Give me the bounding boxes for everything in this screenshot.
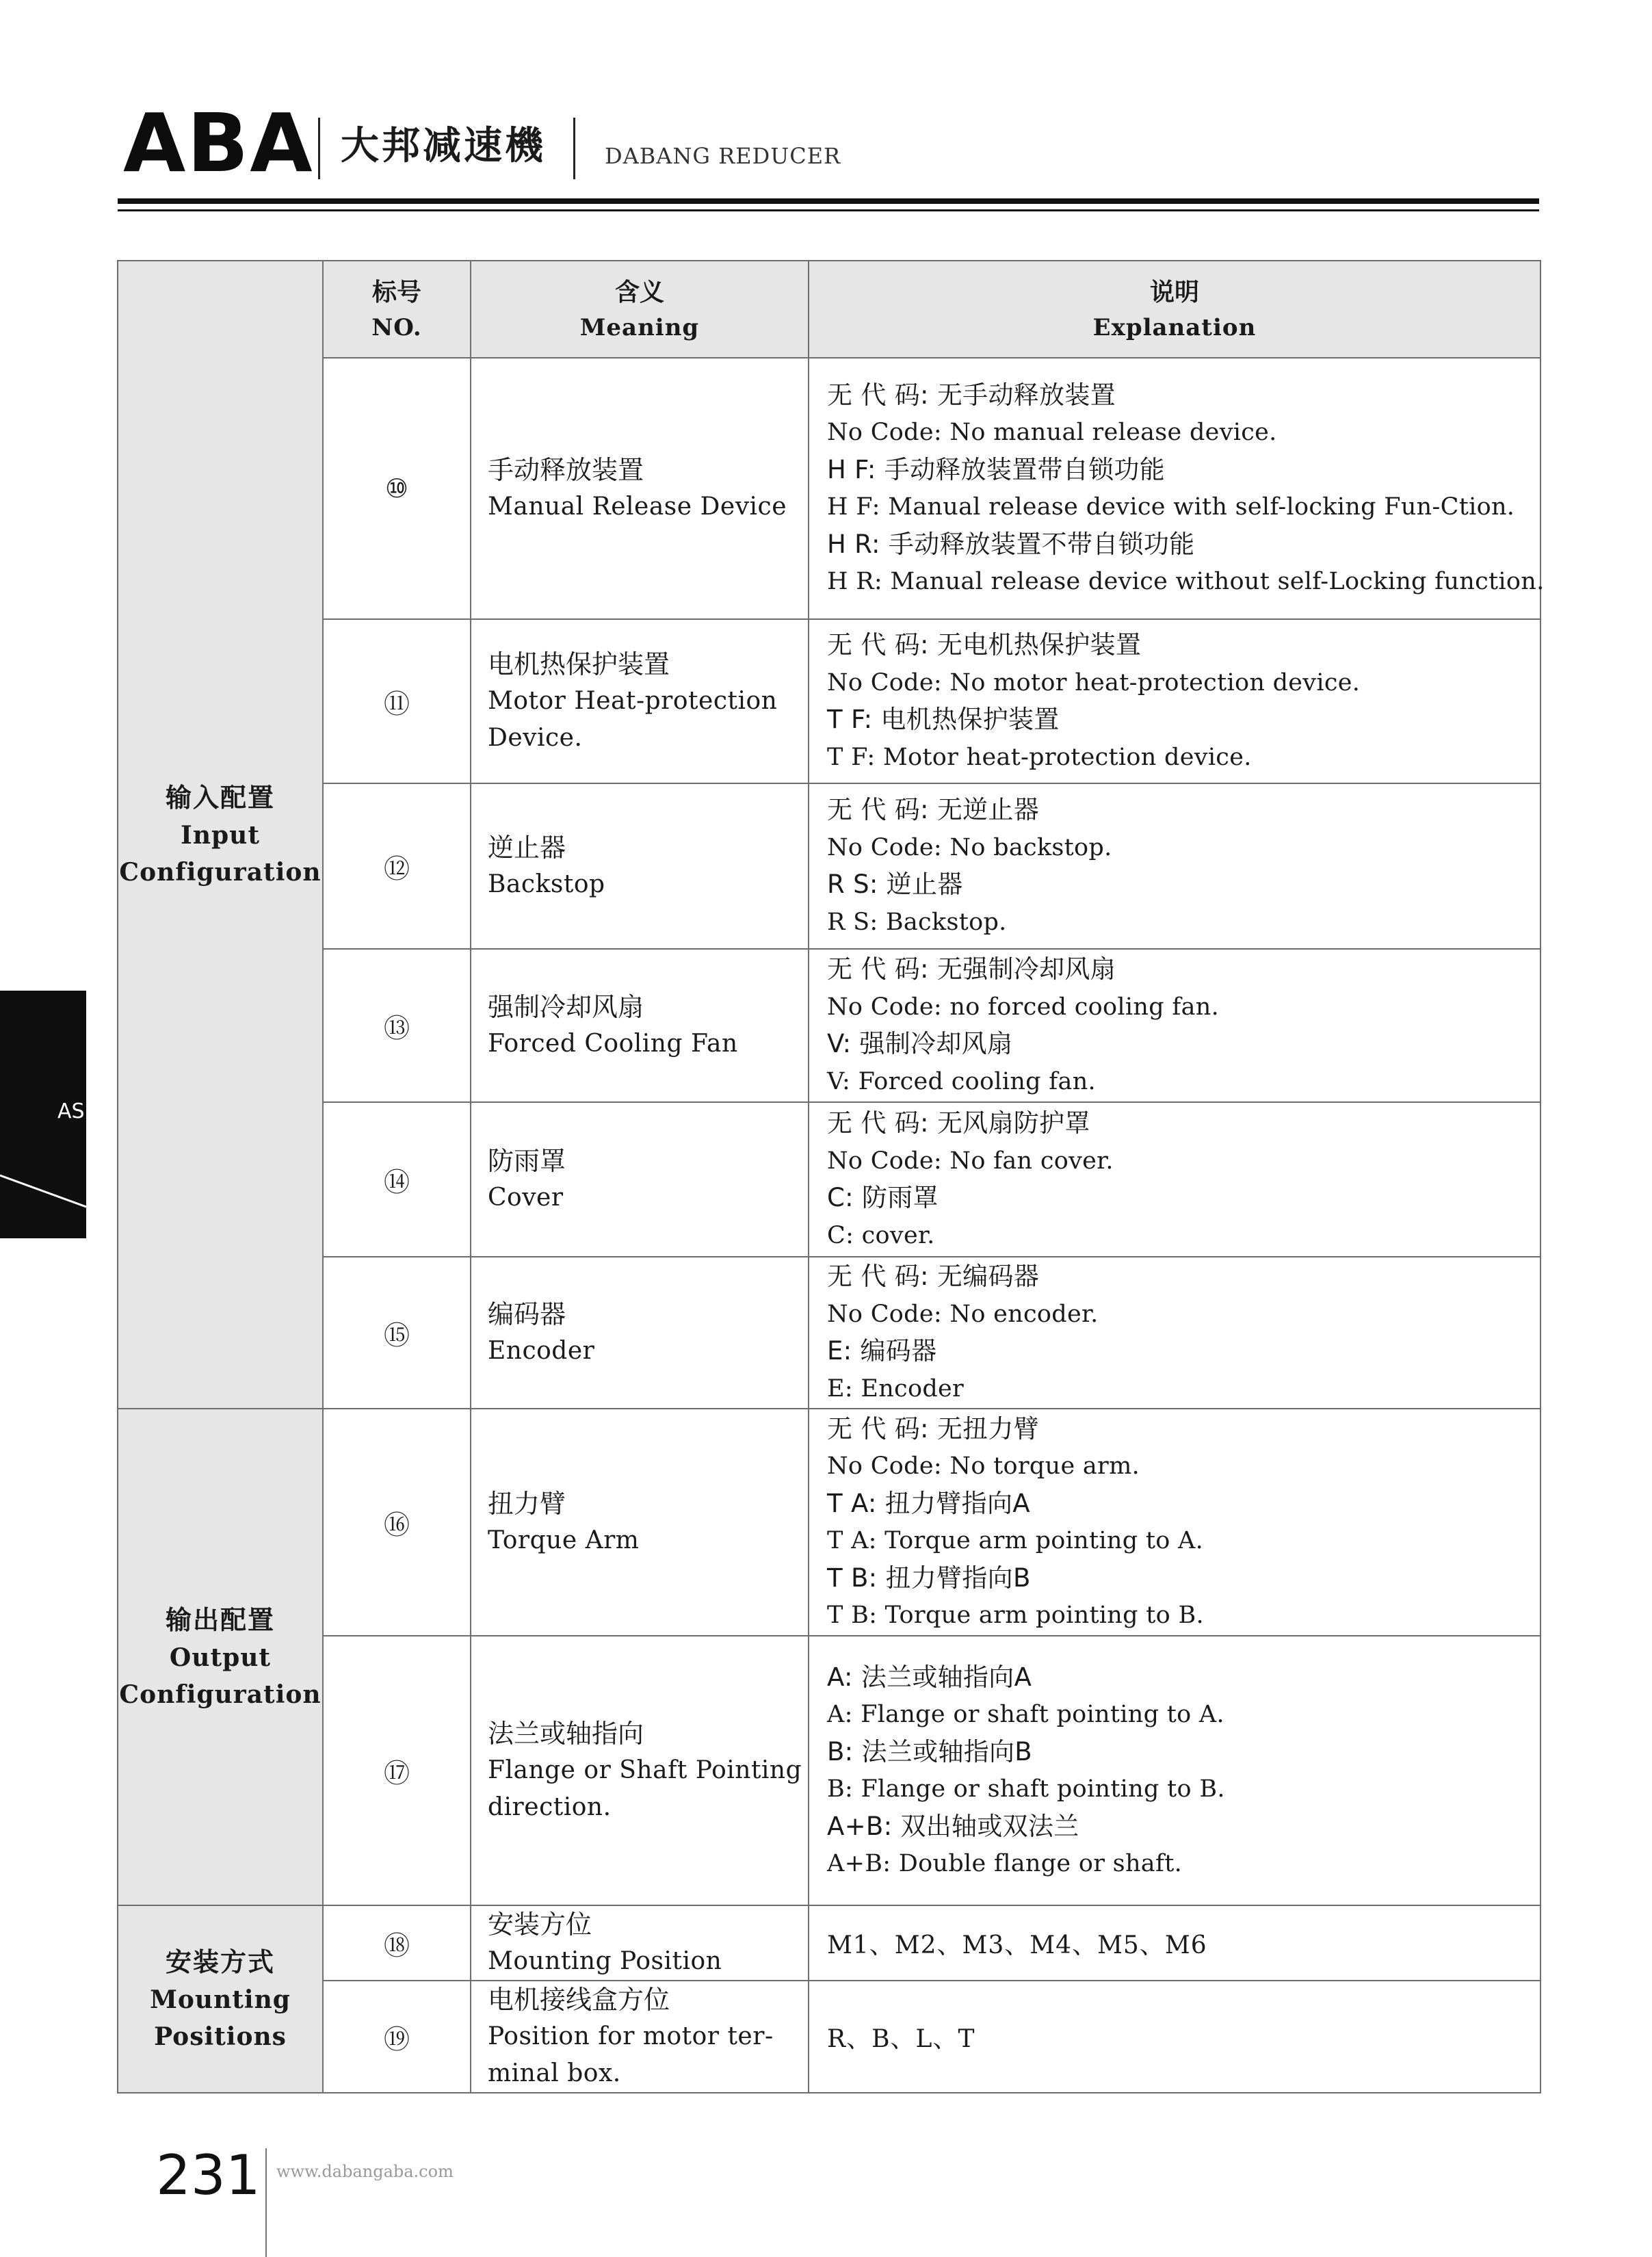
table-row [118,783,1540,949]
explanation-line: E: Encoder [827,1374,965,1403]
row-meaning [471,1102,809,1257]
table-row [118,358,1540,619]
row-explanation [809,1257,1540,1409]
meaning-cn: 防雨罩 [488,1146,566,1176]
explanation-line: 无 代 码: 无风扇防护罩 [827,1108,1090,1138]
header-no-en: NO. [371,314,422,341]
meaning-cn: 电机热保护装置 [488,649,670,679]
row-number: ⑬ [323,949,471,1102]
row-meaning [471,1981,809,2093]
row-number: ⑪ [323,619,471,783]
row-number: ⑰ [323,1636,471,1905]
explanation-line: H F: Manual release device with self-locking Fun-Ction. [827,493,1515,521]
explanation-line: T F: Motor heat-protection device. [827,743,1252,771]
meaning-en: Position for motor ter- [488,2022,774,2050]
explanation-line: T B: Torque arm pointing to B. [827,1602,1204,1629]
meaning-en: Flange or Shaft Pointing [488,1756,802,1784]
meaning-cn: 安装方位 [488,1909,592,1940]
explanation-line: E: 编码器 [827,1336,937,1366]
header-meaning [471,261,809,358]
row-meaning [471,783,809,949]
group-mounting-positions [118,1905,323,2093]
table-row [118,1257,1540,1409]
explanation-line: C: cover. [827,1221,935,1249]
meaning-en: Encoder [488,1337,595,1365]
table-row [118,619,1540,783]
explanation-line: V: 强制冷却风扇 [827,1029,1013,1058]
meaning-cn: 强制冷却风扇 [488,992,644,1022]
header-meaning-en: Meaning [579,314,700,341]
page-number: 231 [156,2143,261,2207]
table-row [118,1636,1540,1905]
row-meaning [471,619,809,783]
group-label-en: Positions [154,2022,287,2051]
row-meaning [471,1257,809,1409]
table-header-row [118,261,1540,358]
meaning-en: direction. [488,1793,612,1821]
explanation-line: M1、M2、M3、M4、M5、M6 [827,1931,1207,1959]
meaning-cn: 电机接线盒方位 [488,1985,670,2015]
row-explanation [809,358,1545,619]
explanation-line: B: 法兰或轴指向B [827,1736,1032,1766]
meaning-cn: 法兰或轴指向 [488,1719,644,1749]
explanation-line: No Code: No fan cover. [827,1147,1114,1175]
header-divider [318,118,320,179]
meaning-en: Manual Release Device [488,493,787,521]
meaning-en: Motor Heat-protection [488,687,778,715]
meaning-en: Cover [488,1184,564,1212]
row-explanation [809,1102,1540,1257]
meaning-cn: 手动释放装置 [488,455,644,485]
explanation-line: No Code: No backstop. [827,833,1112,861]
explanation-line: 无 代 码: 无逆止器 [827,795,1040,824]
table-row [118,1102,1540,1257]
header-divider [573,118,575,179]
meaning-en: Backstop [488,870,605,898]
footer-url: www.dabangaba.com [276,2162,454,2181]
group-label-en: Mounting [150,1985,291,2014]
spec-table [117,260,1545,2093]
group-label-cn: 输入配置 [165,783,275,813]
explanation-line: R、B、L、T [827,2024,975,2053]
row-meaning [471,358,809,619]
row-explanation [809,1905,1540,1981]
row-number: ⑯ [323,1409,471,1636]
row-explanation [809,949,1540,1102]
explanation-line: H F: 手动释放装置带自锁功能 [827,454,1166,484]
row-number: ⑩ [323,358,471,619]
row-number: ⑫ [323,783,471,949]
explanation-line: No Code: no forced cooling fan. [827,993,1220,1021]
header-explanation [809,261,1540,358]
meaning-en: Torque Arm [488,1526,640,1554]
row-explanation [809,783,1540,949]
footer-divider [265,2148,267,2257]
explanation-line: H R: Manual release device without self-Locking function. [827,568,1545,595]
meaning-en: minal box. [488,2059,621,2087]
explanation-line: R S: 逆止器 [827,870,963,899]
brand-chinese-name: 大邦减速機 [341,124,546,168]
group-input-configuration [118,261,323,1409]
explanation-line: V: Forced cooling fan. [827,1067,1096,1095]
table-row [118,1905,1540,1981]
explanation-line: R S: Backstop. [827,908,1007,936]
meaning-cn: 扭力臂 [488,1489,566,1519]
explanation-line: T A: 扭力臂指向A [827,1488,1030,1518]
group-label-en: Configuration [119,1680,322,1709]
explanation-line: No Code: No encoder. [827,1300,1099,1328]
row-number: ⑱ [323,1905,471,1981]
meaning-en: Forced Cooling Fan [488,1030,738,1058]
row-meaning [471,1636,809,1905]
explanation-line: T F: 电机热保护装置 [827,705,1060,734]
header-explanation-cn: 说明 [1149,278,1199,306]
explanation-line: 无 代 码: 无强制冷却风扇 [827,954,1116,984]
explanation-line: 无 代 码: 无扭力臂 [827,1413,1040,1444]
explanation-line: 无 代 码: 无电机热保护装置 [827,630,1142,660]
explanation-line: A+B: Double flange or shaft. [827,1850,1182,1877]
meaning-cn: 逆止器 [488,833,566,863]
header-rule-thin [118,209,1539,211]
group-label-en: Input [181,821,260,850]
brand-logo: ABA [123,96,314,190]
header-explanation-en: Explanation [1092,314,1257,341]
meaning-cn: 编码器 [488,1299,566,1329]
row-explanation [809,619,1540,783]
row-explanation [809,1409,1540,1636]
explanation-line: A+B: 双出轴或双法兰 [827,1811,1079,1841]
explanation-line: A: 法兰或轴指向A [827,1662,1032,1692]
explanation-line: C: 防雨罩 [827,1183,939,1212]
explanation-line: No Code: No motor heat-protection device. [827,668,1361,696]
explanation-line: 无 代 码: 无手动释放装置 [827,380,1116,410]
header-rule-thick [118,198,1539,204]
side-tab-label: AS [57,1099,85,1123]
meaning-en: Device. [488,724,583,752]
group-label-en: Configuration [119,858,322,887]
explanation-line: T B: 扭力臂指向B [827,1563,1031,1593]
meaning-en: Mounting Position [488,1947,722,1975]
explanation-line: H R: 手动释放装置不带自锁功能 [827,529,1195,559]
group-label-cn: 安装方式 [165,1947,275,1977]
row-meaning [471,1409,809,1636]
row-number: ⑮ [323,1257,471,1409]
header-no [323,261,471,358]
row-meaning [471,949,809,1102]
row-number: ⑭ [323,1102,471,1257]
table-row [118,949,1540,1102]
explanation-line: A: Flange or shaft pointing to A. [827,1701,1224,1728]
explanation-line: No Code: No manual release device. [827,419,1277,446]
header-no-cn: 标号 [371,278,421,306]
table-row [118,1409,1540,1636]
group-output-configuration [118,1409,323,1905]
group-label-cn: 输出配置 [165,1605,275,1635]
brand-english-name: DABANG REDUCER [605,143,841,169]
header-meaning-cn: 含义 [614,278,664,306]
group-label-en: Output [169,1643,272,1672]
explanation-line: T A: Torque arm pointing to A. [827,1527,1203,1554]
row-number: ⑲ [323,1981,471,2093]
explanation-line: No Code: No torque arm. [827,1452,1140,1480]
row-explanation [809,1636,1540,1905]
row-explanation [809,1981,1540,2093]
explanation-line: B: Flange or shaft pointing to B. [827,1775,1225,1803]
table-row [118,1981,1540,2093]
row-meaning [471,1905,809,1981]
explanation-line: 无 代 码: 无编码器 [827,1262,1040,1291]
